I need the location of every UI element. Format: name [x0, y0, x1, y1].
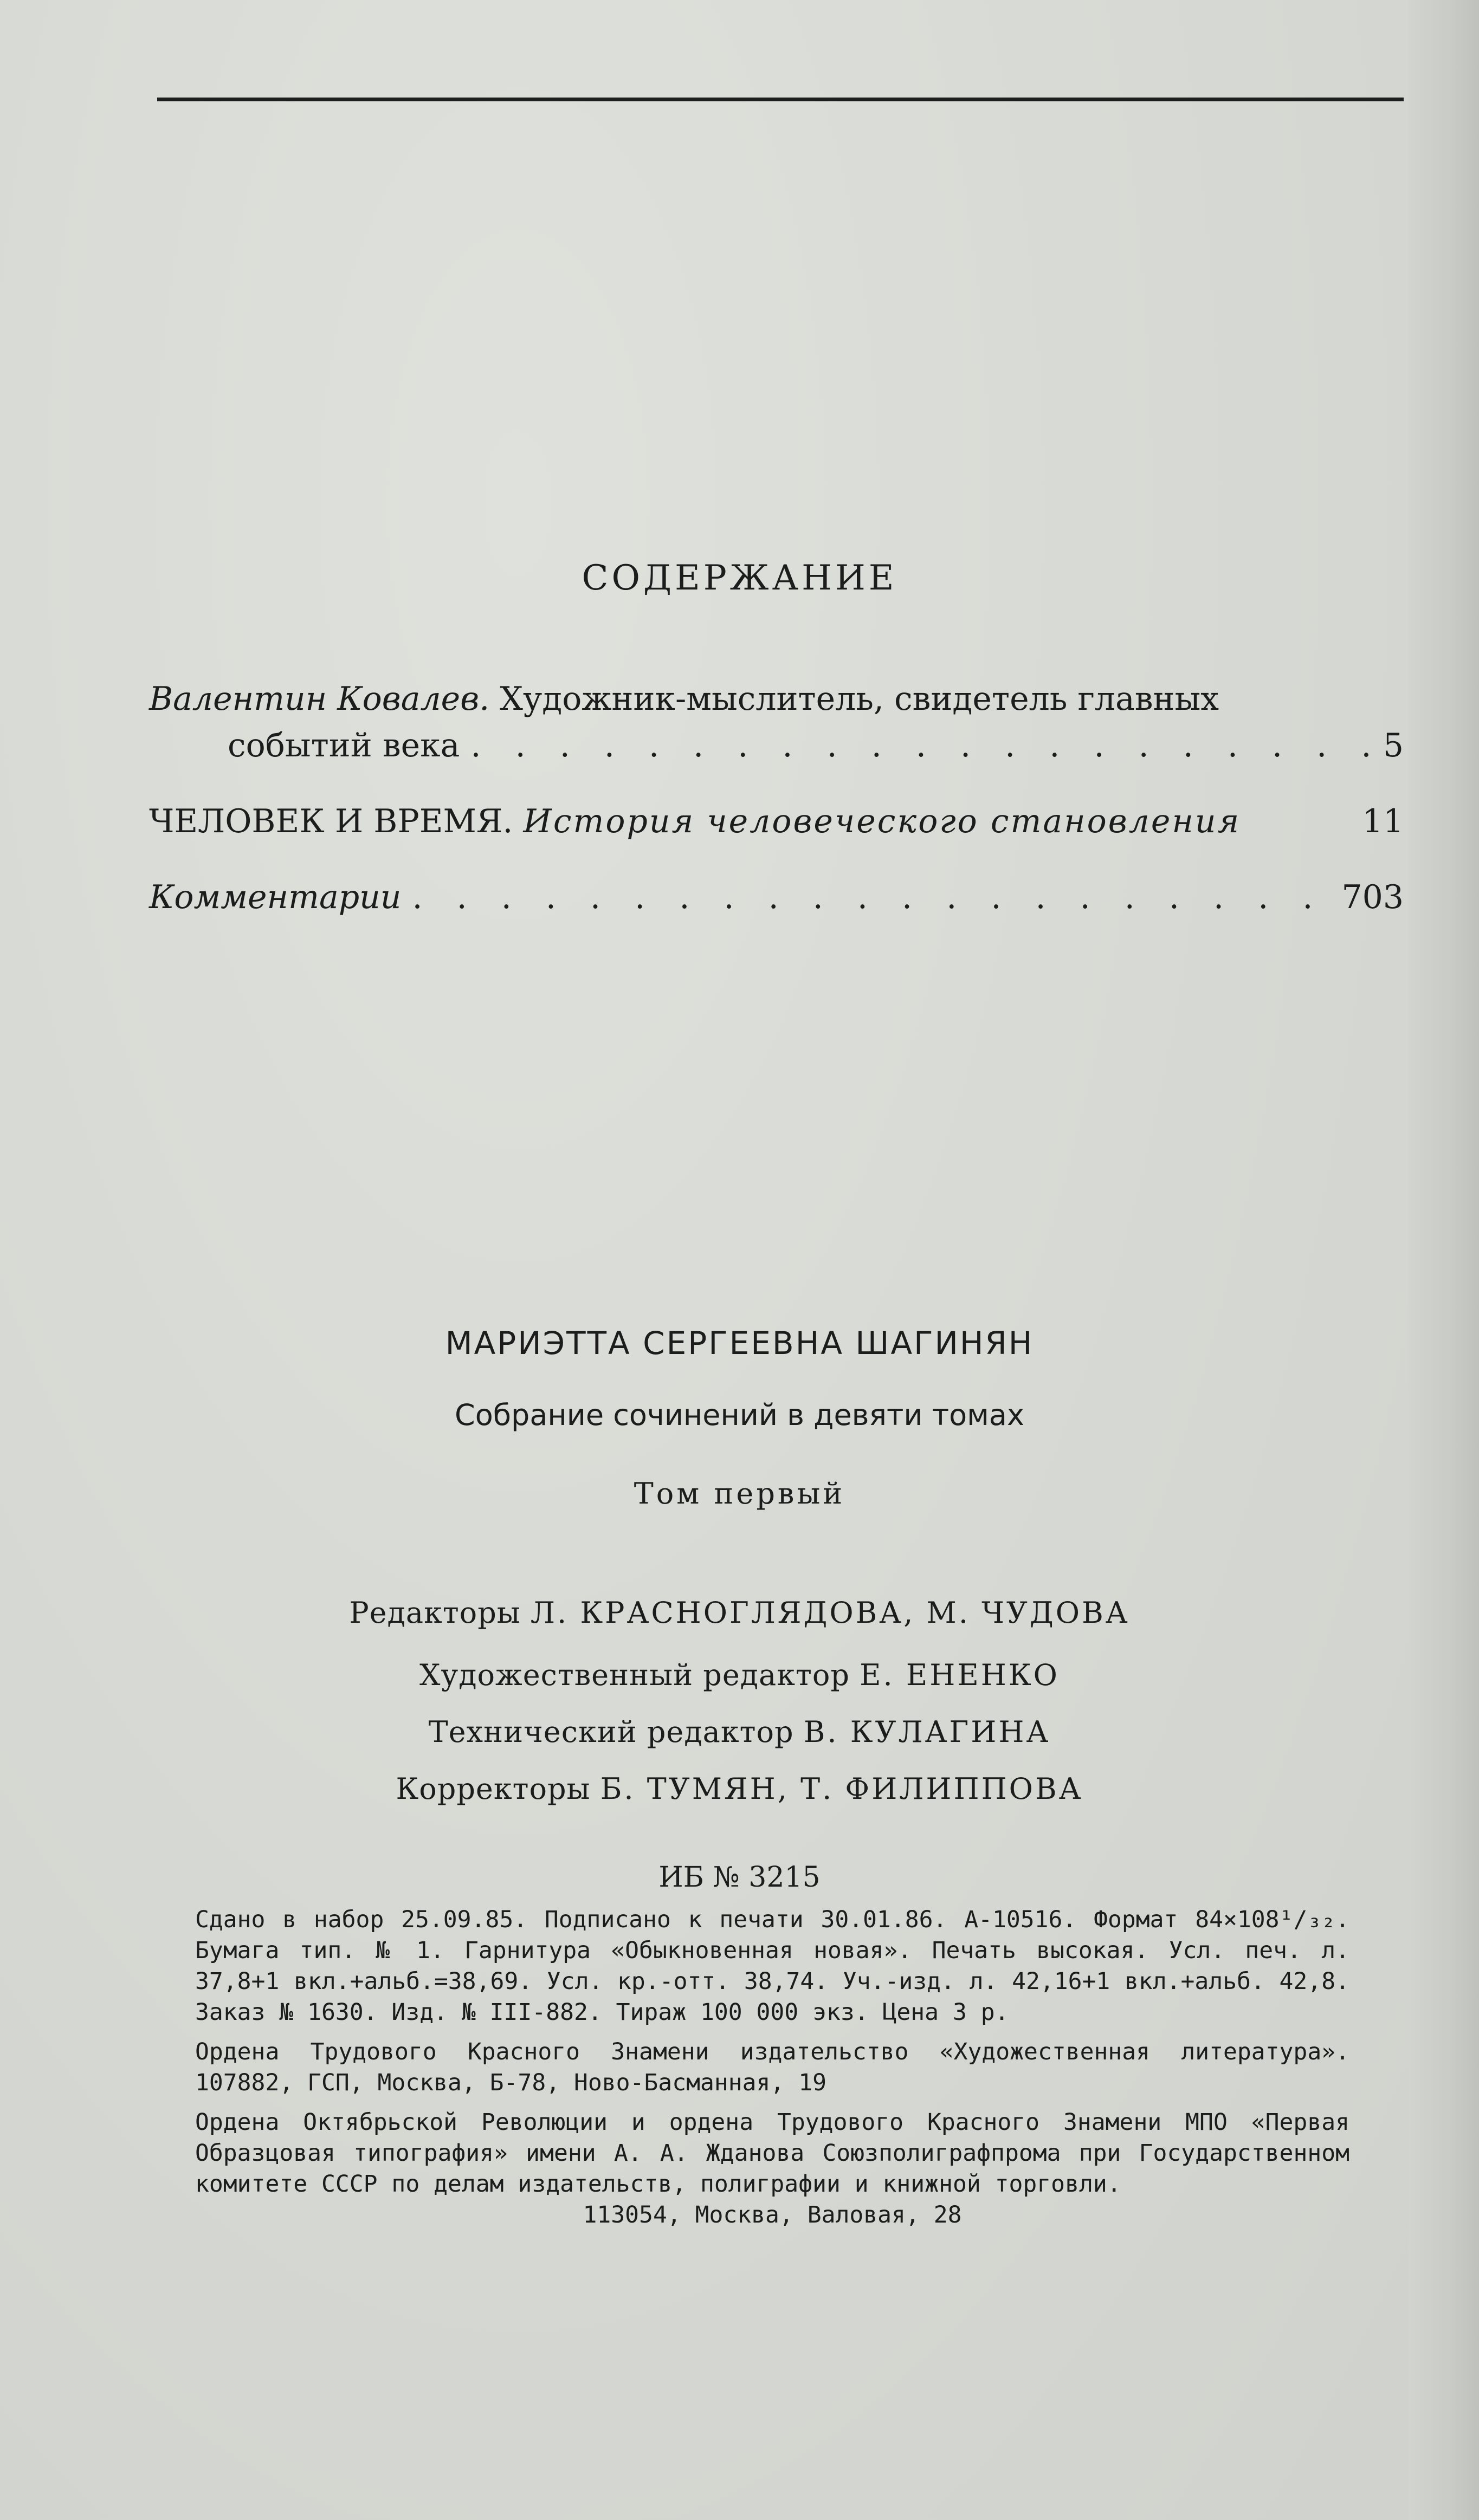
credit-names: В. КУЛАГИНА: [803, 1715, 1051, 1749]
toc-page-number: 703: [1341, 878, 1404, 916]
toc-leader-dots: [470, 729, 1372, 762]
toc-heading: СОДЕРЖАНИЕ: [582, 558, 897, 598]
volume-label: Том первый: [634, 1476, 845, 1511]
credit-names: Л. КРАСНОГЛЯДОВА, М. ЧУДОВА: [530, 1596, 1130, 1630]
colophon-printer-address: 113054, Москва, Валовая, 28: [583, 2201, 962, 2229]
credit-role: Художественный редактор: [419, 1658, 850, 1692]
colophon-publisher: Ордена Трудового Красного Знамени издательство «Художественная литература». 107882, ГСП, Москва, Б-78, Ново-Басманная, 19: [195, 2038, 1349, 2096]
table-of-contents: [149, 680, 1404, 957]
credit-proofreaders: [0, 1772, 1479, 1806]
credit-role: Технический редактор: [428, 1715, 794, 1749]
ib-number: ИБ № 3215: [658, 1861, 821, 1894]
toc-entry-comments[interactable]: [149, 878, 1404, 928]
credit-art-editor: [0, 1658, 1479, 1692]
toc-entry-subtitle: История человеческого становления: [523, 802, 1241, 840]
colophon-print-details: Сдано в набор 25.09.85. Подписано к печати 30.01.86. А-10516. Формат 84×108¹/₃₂. Бумага тип. № 1. Гарнитура «Обыкновенная новая». Печать высокая. Усл. печ. л. 37,8+1 вкл.+альб.=38,69. Усл. кр.-отт. 38,74. Уч.-изд. л. 42,16+1 вкл.+альб. 42,8. Заказ № 1630. Изд. № III-882. Тираж 100 000 экз. Цена 3 р.: [195, 1906, 1349, 2026]
toc-entry-intro[interactable]: [149, 680, 1404, 776]
toc-leader-dots: [412, 881, 1331, 914]
toc-page-number: 5: [1383, 727, 1404, 765]
credit-names: Б. ТУМЯН, Т. ФИЛИППОВА: [600, 1772, 1083, 1806]
credit-role: Корректоры: [396, 1772, 591, 1806]
credit-role: Редакторы: [349, 1596, 521, 1630]
top-rule: [157, 98, 1404, 101]
colophon: [195, 1904, 1349, 2239]
toc-entry-title: Комментарии: [149, 878, 402, 916]
book-author: МАРИЭТТА СЕРГЕЕВНА ШАГИНЯН: [445, 1325, 1034, 1362]
toc-entry-author: Валентин Ковалев.: [149, 680, 490, 718]
credit-tech-editor: [0, 1715, 1479, 1749]
credit-names: Е. ЕНЕНКО: [860, 1658, 1060, 1692]
toc-entry-title: Художник-мыслитель, свидетель главных: [500, 680, 1219, 718]
colophon-printer: Ордена Октябрьской Революции и ордена Трудового Красного Знамени МПО «Первая Образцовая типография» имени А. А. Жданова Союзполиграфпрома при Государственном комитете СССР по делам издательств, полиграфии и книжной торговли.: [195, 2109, 1349, 2198]
page-edge-shadow: [1409, 0, 1479, 2520]
toc-entry-title-cont: событий века: [228, 727, 460, 765]
collection-title: Собрание сочинений в девяти томах: [455, 1398, 1024, 1432]
toc-page-number: 11: [1362, 802, 1404, 840]
toc-entry-title: ЧЕЛОВЕК И ВРЕМЯ.: [149, 802, 513, 840]
credit-editors: [0, 1596, 1479, 1630]
toc-entry-main[interactable]: [149, 802, 1404, 852]
